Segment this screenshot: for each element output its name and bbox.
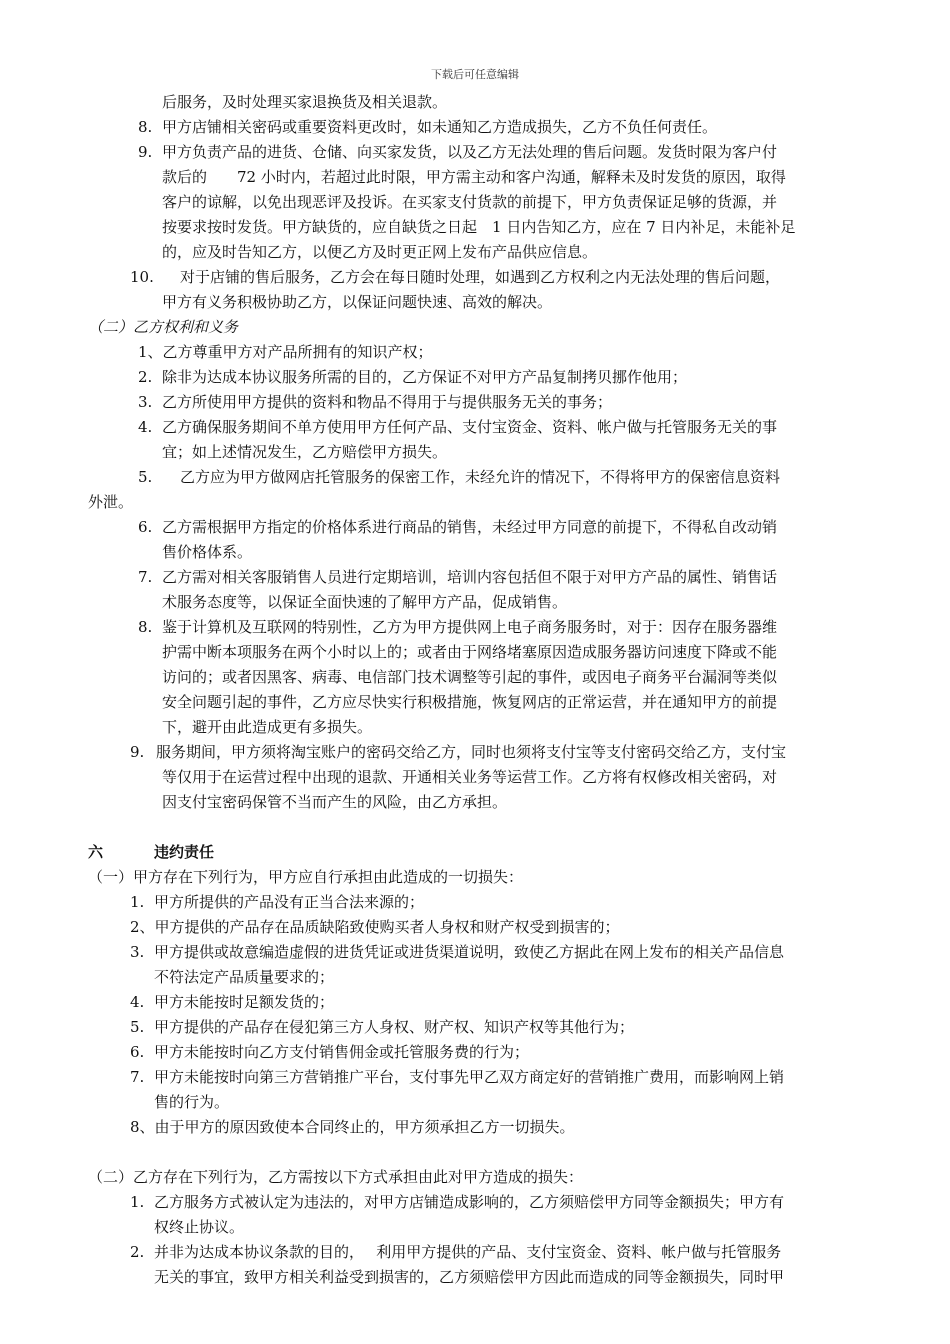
list-item: 甲方提供或故意编造虚假的进货凭证或进货渠道说明，致使乙方据此在网上发布的相关产品信息 <box>154 943 785 961</box>
list-item-line: 客户的谅解，以免出现恶评及投诉。在买家支付货款的前提下，甲方负责保证足够的货源，并 <box>162 193 778 211</box>
list-item: 甲方提供的产品存在侵犯第三方人身权、财产权、知识产权等其他行为； <box>154 1018 635 1036</box>
list-item-line: 术服务态度等，以保证全面快速的了解甲方产品，促成销售。 <box>162 593 568 611</box>
list-item: 乙方应为甲方做网店托管服务的保密工作，未经允许的情况下，不得将甲方的保密信息资料 <box>180 468 781 486</box>
list-item-line: 的，应及时告知乙方，以便乙方及时更正网上发布产品供应信息。 <box>162 243 598 261</box>
item-number: 6. <box>130 1043 145 1061</box>
list-item: 8、由于甲方的原因致使本合同终止的，甲方须承担乙方一切损失。 <box>130 1118 575 1136</box>
list-item: 对于店铺的售后服务，乙方会在每日随时处理，如遇到乙方权利之内无法处理的售后问题， <box>180 268 781 286</box>
item-number: 2. <box>130 1243 145 1261</box>
list-item: 甲方未能按时向乙方支付销售佣金或托管服务费的行为； <box>154 1043 530 1061</box>
list-item: 鉴于计算机及互联网的特别性，乙方为甲方提供网上电子商务服务时，对于：因存在服务器维 <box>162 618 778 636</box>
item-number: 7. <box>130 1068 145 1086</box>
list-item: 乙方需对相关客服销售人员进行定期培训，培训内容包括但不限于对甲方产品的属性、销售话 <box>162 568 778 586</box>
list-item-line: 因支付宝密码保管不当而产生的风险，由乙方承担。 <box>162 793 508 811</box>
list-item-line: 安全问题引起的事件，乙方应尽快实行积极措施，恢复网店的正常运营，并在通知甲方的前提 <box>162 693 778 711</box>
list-item-line: 等仅用于在运营过程中出现的退款、开通相关业务等运营工作。乙方将有权修改相关密码，对 <box>162 768 778 786</box>
subsection-heading: （一）甲方存在下列行为，甲方应自行承担由此造成的一切损失： <box>88 868 524 886</box>
list-item: 甲方未能按时足额发货的； <box>154 993 335 1011</box>
list-item: 服务期间，甲方须将淘宝账户的密码交给乙方，同时也须将支付宝等支付密码交给乙方，支付宝 <box>156 743 787 761</box>
list-item: 除非为达成本协议服务所需的目的，乙方保证不对甲方产品复制拷贝挪作他用； <box>162 368 688 386</box>
subsection-heading: （二）乙方存在下列行为，乙方需按以下方式承担由此对甲方造成的损失： <box>88 1168 584 1186</box>
list-item-line: 按要求按时发货。甲方缺货的，应自缺货之日起 1 日内告知乙方，应在 7 日内补足，未能补足 <box>162 218 796 236</box>
item-number: 4. <box>130 993 145 1011</box>
item-number: 10. <box>130 268 154 286</box>
list-item: 甲方店铺相关密码或重要资料更改时，如未通知乙方造成损失，乙方不负任何责任。 <box>162 118 718 136</box>
item-number: 1. <box>130 1193 145 1211</box>
list-item-line: 访问的；或者因黑客、病毒、电信部门技术调整等引起的事件，或因电子商务平台漏洞等类似 <box>162 668 778 686</box>
section-number: 六 <box>88 843 104 861</box>
page-header: 下载后可任意编辑 <box>431 68 519 81</box>
item-number: 3. <box>138 393 153 411</box>
item-number: 5. <box>138 468 153 486</box>
list-item-line: 护需中断本项服务在两个小时以上的；或者由于网络堵塞原因造成服务器访问速度下降或不能 <box>162 643 778 661</box>
list-item: 乙方服务方式被认定为违法的，对甲方店铺造成影响的，乙方须赔偿甲方同等金额损失；甲方有 <box>154 1193 785 1211</box>
item-number: 5. <box>130 1018 145 1036</box>
item-number: 4. <box>138 418 153 436</box>
list-item: 甲方所提供的产品没有正当合法来源的； <box>154 893 425 911</box>
list-item: 甲方未能按时向第三方营销推广平台，支付事先甲乙双方商定好的营销推广费用，而影响网上销 <box>154 1068 785 1086</box>
item-number: 7. <box>138 568 153 586</box>
item-number: 8. <box>138 618 153 636</box>
list-item: 乙方需根据甲方指定的价格体系进行商品的销售，未经过甲方同意的前提下，不得私自改动销 <box>162 518 778 536</box>
subsection-heading: （二）乙方权利和义务 <box>88 318 239 336</box>
list-item-line: 外泄。 <box>88 493 134 511</box>
list-item-line: 下，避开由此造成更有多损失。 <box>162 718 373 736</box>
item-7-continuation: 后服务，及时处理买家退换货及相关退款。 <box>162 93 448 111</box>
item-number: 1. <box>130 893 145 911</box>
item-number: 6. <box>138 518 153 536</box>
list-item: 并非为达成本协议条款的目的， 利用甲方提供的产品、支付宝资金、资料、帐户做与托管服务 <box>154 1243 782 1261</box>
list-item-line: 售价格体系。 <box>162 543 253 561</box>
item-number: 9. <box>130 743 145 761</box>
list-item: 乙方确保服务期间不单方使用甲方任何产品、支付宝资金、资料、帐户做与托管服务无关的事 <box>162 418 778 436</box>
list-item-line: 权终止协议。 <box>154 1218 245 1236</box>
item-number: 2. <box>138 368 153 386</box>
item-number: 9. <box>138 143 153 161</box>
list-item: 甲方负责产品的进货、仓储、向买家发货，以及乙方无法处理的售后问题。发货时限为客户付 <box>162 143 778 161</box>
list-item-line: 不符法定产品质量要求的； <box>154 968 335 986</box>
section-title: 违约责任 <box>154 843 215 861</box>
list-item-line: 宜；如上述情况发生，乙方赔偿甲方损失。 <box>162 443 448 461</box>
list-item: 1、乙方尊重甲方对产品所拥有的知识产权； <box>138 343 433 361</box>
list-item-line: 甲方有义务积极协助乙方，以保证问题快速、高效的解决。 <box>162 293 553 311</box>
list-item: 乙方所使用甲方提供的资料和物品不得用于与提供服务无关的事务； <box>162 393 613 411</box>
item-number: 8. <box>138 118 153 136</box>
list-item-line: 无关的事宜，致甲方相关利益受到损害的，乙方须赔偿甲方因此而造成的同等金额损失，同时甲 <box>154 1268 785 1286</box>
list-item-line: 款后的 72 小时内，若超过此时限，甲方需主动和客户沟通，解释未及时发货的原因，取得 <box>162 168 786 186</box>
item-number: 3. <box>130 943 145 961</box>
list-item-line: 售的行为。 <box>154 1093 230 1111</box>
list-item: 2、甲方提供的产品存在品质缺陷致使购买者人身权和财产权受到损害的； <box>130 918 620 936</box>
